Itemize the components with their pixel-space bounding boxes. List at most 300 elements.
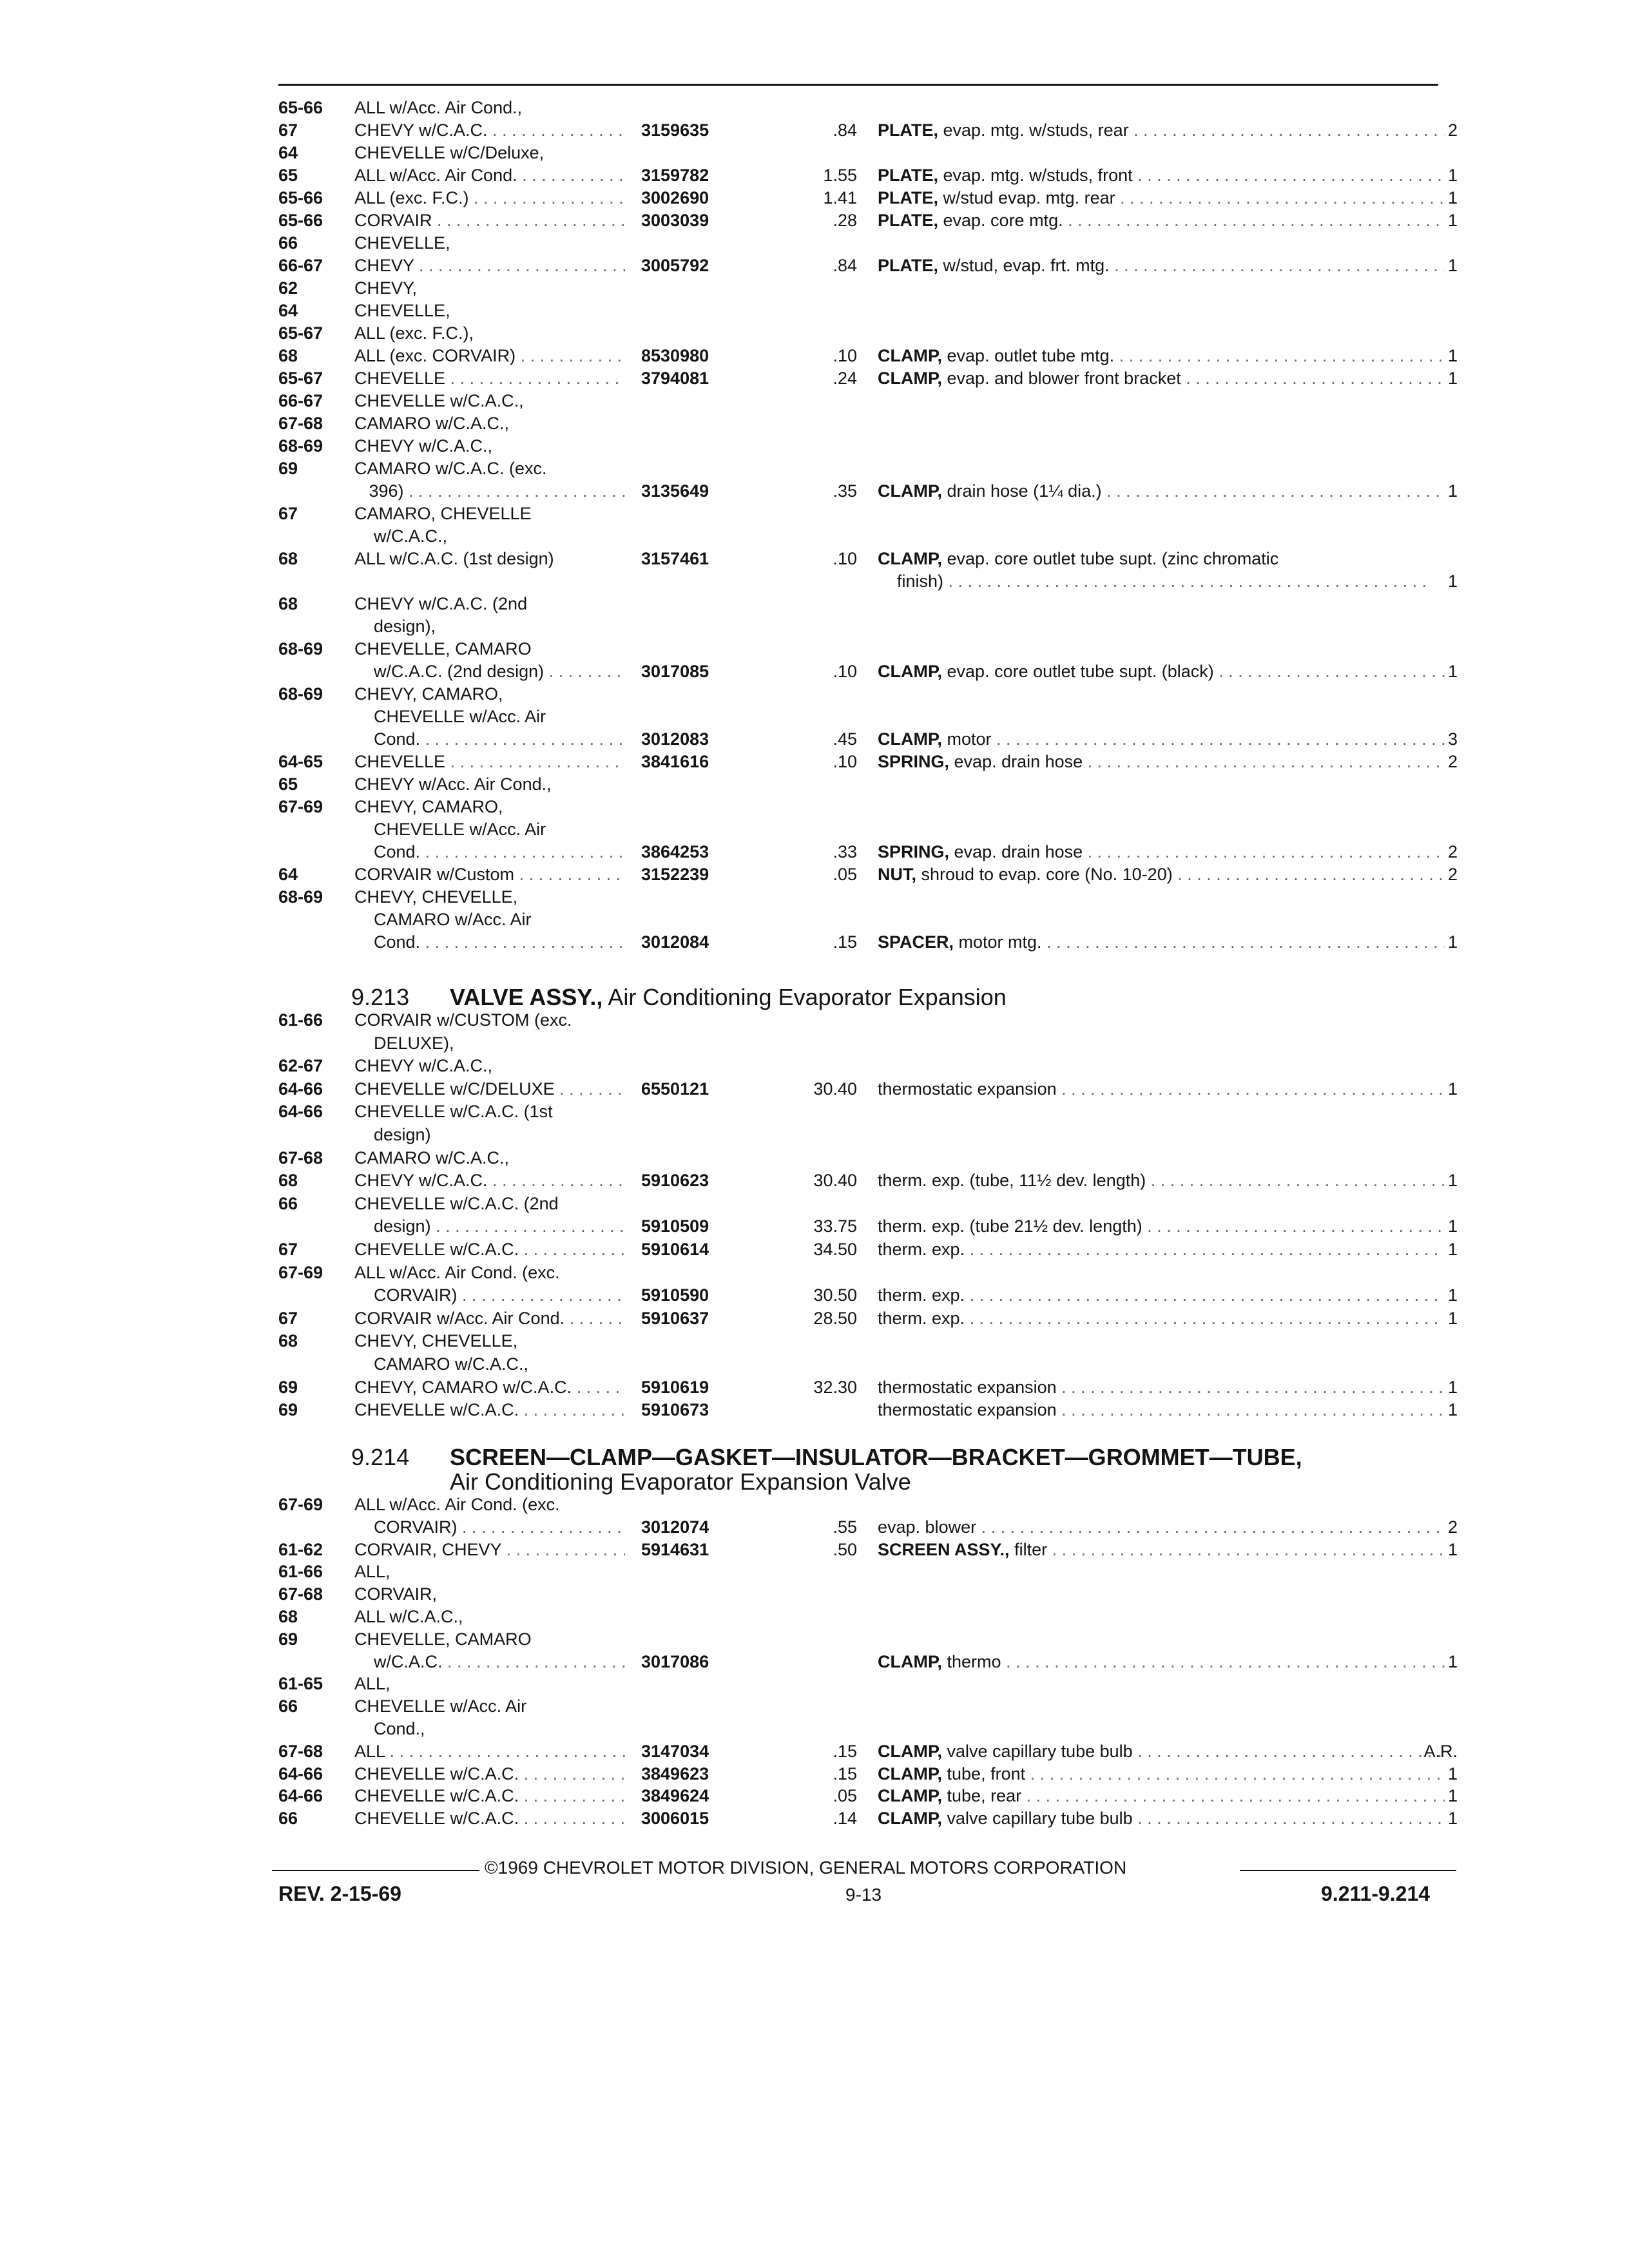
table-row [0,1763,1629,1785]
table-row [0,1376,1629,1398]
price-cell: .15 [833,932,857,952]
year-cell: 62 [278,278,298,298]
table-row [0,593,1629,615]
quantity-cell: 1 [1447,932,1458,952]
year-cell: 65 [278,774,298,794]
table-row [0,1078,1629,1100]
table-row [0,277,1629,299]
model-cell: ALL w/Acc. Air Cond. (exc. [354,1262,560,1282]
table-row [0,232,1629,254]
year-cell: 64-66 [278,1102,323,1122]
description-text: evap. core outlet tube supt. (black) [942,662,1214,681]
table-row [0,367,1629,389]
model-cell: CHEVY w/C.A.C. (2nd [354,594,528,613]
model-cell: ALL w/C.A.C., [354,1607,463,1626]
table-row [0,841,1629,863]
year-cell: 65-66 [278,98,323,117]
description-cell [878,1307,1445,1329]
model-cell: CHEVELLE w/C.A.C., [354,391,524,410]
part-number-cell: 5910619 [641,1377,709,1397]
price-cell: .33 [833,842,857,861]
model-cell: CHEVELLE w/C.A.C. . . . [354,1238,625,1260]
description-cell [878,1651,1445,1673]
description-noun: PLATE, [878,166,938,185]
description-noun: CLAMP, [878,729,943,749]
quantity-cell: 1 [1447,1539,1458,1559]
table-row [0,1583,1629,1605]
price-cell: .05 [833,1786,857,1806]
quantity-cell: 1 [1447,1377,1458,1397]
description-text: evap. and blower front bracket [942,369,1181,388]
year-cell: 69 [278,1629,298,1649]
model-cell: CHEVY, CAMARO, [354,684,503,704]
table-row [0,796,1629,818]
footer-page-number: 9-13 [845,1885,882,1905]
table-row [0,1740,1629,1762]
year-cell: 61-66 [278,1562,323,1582]
model-cell: CHEVELLE, CAMARO [354,1629,532,1649]
table-row [0,638,1629,660]
year-cell: 66 [278,233,298,253]
price-cell: .10 [833,662,857,681]
model-cell: CHEVY, CHEVELLE, [354,887,518,907]
table-row [0,728,1629,750]
price-cell: 1.55 [823,166,857,185]
year-cell: 66-67 [278,391,323,410]
year-cell: 67-69 [278,797,323,816]
year-cell: 65-67 [278,369,323,388]
table-row [0,525,1629,547]
model-cell: CHEVELLE w/C.A.C. . . . [354,1807,625,1829]
description-noun: PLATE, [878,188,938,207]
table-row [0,345,1629,367]
section-number: 9.214 [351,1444,410,1470]
table-row [0,886,1629,908]
table-row [0,1055,1629,1077]
quantity-cell: 2 [1447,865,1458,884]
model-cell: ALL (exc. F.C.) . . . [354,187,625,209]
year-cell: 68 [278,1607,298,1626]
table-row [0,1539,1629,1561]
year-cell: 64-66 [278,1786,323,1806]
quantity-cell: 1 [1447,166,1458,185]
table-row [0,1606,1629,1628]
model-cell: CHEVELLE w/C.A.C. . . . [354,1763,625,1785]
year-cell: 67-69 [278,1262,323,1282]
year-cell: 64-66 [278,1079,323,1099]
description-cell [878,728,1445,750]
table-row [0,570,1629,592]
price-cell: 30.50 [813,1285,857,1305]
description-noun: CLAMP, [878,1763,943,1783]
table-row [0,142,1629,164]
description-noun: CLAMP, [878,369,943,388]
year-cell: 67-69 [278,1495,323,1514]
table-row [0,931,1629,953]
table-row [0,1262,1629,1283]
description-noun: NUT, [878,865,916,884]
table-row [0,119,1629,141]
model-cell: 396) . . . [354,480,625,502]
quantity-cell: 1 [1447,1079,1458,1099]
year-cell: 64-66 [278,1763,323,1783]
description-text: drain hose (1¼ dia.) [942,481,1102,501]
description-cell [878,255,1445,276]
part-number-cell: 3841616 [641,752,709,771]
model-cell: CHEVELLE . . . [354,751,625,773]
description-cell [878,480,1445,502]
year-cell: 65-67 [278,323,323,343]
quantity-cell: 2 [1447,1517,1458,1537]
model-cell: CHEVY w/C.A.C. . . . [354,119,625,141]
description-cell [878,209,1445,231]
description-cell [878,1399,1445,1421]
description-text: evap. core mtg. [938,211,1063,230]
description-text: therm. exp. [878,1240,965,1259]
table-row [0,1215,1629,1237]
model-cell: CORVAIR, CHEVY . . . [354,1539,625,1561]
table-row [0,683,1629,705]
year-cell: 69 [278,1377,298,1397]
section-title: VALVE ASSY., Air Conditioning Evaporator Expansion [450,984,1007,1010]
description-noun: SCREEN ASSY., [878,1539,1010,1559]
description-cell [878,1740,1445,1762]
table-row [0,1399,1629,1421]
table-row [0,818,1629,840]
quantity-cell: 1 [1447,369,1458,388]
table-row [0,1807,1629,1829]
model-cell: Cond., [354,1719,425,1738]
quantity-cell: 1 [1447,211,1458,230]
table-row [0,1193,1629,1215]
model-cell: CORVAIR) . . . [354,1516,625,1538]
part-number-cell: 6550121 [641,1079,709,1099]
description-text: motor [942,729,992,749]
description-cell [878,751,1445,773]
model-cell: CHEVELLE w/C.A.C. . . . [354,1785,625,1807]
table-row [0,1695,1629,1717]
table-row [0,300,1629,322]
description-text: filter [1009,1539,1048,1559]
model-cell: ALL, [354,1674,390,1694]
price-cell: .15 [833,1763,857,1783]
part-number-cell: 3135649 [641,481,709,501]
year-cell: 67-68 [278,1584,323,1604]
part-number-cell: 3159782 [641,166,709,185]
quantity-cell: 1 [1447,1216,1458,1236]
quantity-cell: 1 [1447,481,1458,501]
description-text: shroud to evap. core (No. 10-20) [916,865,1173,884]
table-row [0,615,1629,637]
part-number-cell: 3012074 [641,1517,709,1537]
year-cell: 67 [278,1308,298,1328]
quantity-cell: 2 [1447,120,1458,140]
part-number-cell: 3017086 [641,1651,709,1671]
price-cell: 34.50 [813,1240,857,1259]
price-cell: .84 [833,256,857,275]
description-text: thermostatic expansion [878,1079,1057,1099]
description-cell [878,1284,1445,1306]
description-text: thermostatic expansion [878,1400,1057,1420]
price-cell: .14 [833,1809,857,1829]
table-row [0,773,1629,795]
table-row [0,1353,1629,1375]
quantity-cell: 1 [1447,1763,1458,1783]
description-cell [878,119,1445,141]
model-cell: CORVAIR w/Custom . . . [354,863,625,885]
description-text: evap. drain hose [949,752,1083,771]
quantity-cell: 1 [1447,256,1458,275]
model-cell: CAMARO, CHEVELLE [354,504,532,523]
table-row [0,548,1629,570]
quantity-cell: 1 [1447,1240,1458,1259]
table-row [0,706,1629,727]
year-cell: 64 [278,301,298,320]
quantity-cell: 1 [1447,1171,1458,1191]
quantity-cell: 1 [1447,1308,1458,1328]
table-row [0,412,1629,434]
year-cell: 68 [278,1331,298,1351]
year-cell: 68 [278,594,298,613]
model-cell: ALL w/Acc. Air Cond. (exc. [354,1495,560,1514]
model-cell: CHEVY w/C.A.C., [354,436,493,456]
model-cell: CHEVY . . . [354,255,625,276]
description-cell [878,1169,1445,1191]
year-cell: 65-66 [278,211,323,230]
table-row [0,1124,1629,1146]
model-cell: Cond. . . . [354,841,625,863]
part-number-cell: 3159635 [641,120,709,140]
model-cell: ALL (exc. CORVAIR) . . . [354,345,625,367]
quantity-cell: 1 [1447,1285,1458,1305]
section-title-line1: SCREEN—CLAMP—GASKET—INSULATOR—BRACKET—GROMMET—TUBE, [450,1444,1302,1470]
description-noun: PLATE, [878,211,938,230]
table-row [0,1238,1629,1260]
model-cell: design) [354,1125,431,1144]
model-cell: CHEVELLE w/C/DELUXE . . . [354,1078,625,1100]
year-cell: 61-65 [278,1674,323,1694]
year-cell: 67 [278,504,298,523]
quantity-cell: 2 [1447,842,1458,861]
year-cell: 69 [278,459,298,478]
model-cell: w/C.A.C. . . . [354,1651,625,1673]
year-cell: 65 [278,166,298,185]
table-row [0,457,1629,479]
year-cell: 69 [278,1400,298,1420]
table-row [0,1561,1629,1582]
description-noun: CLAMP, [878,1809,943,1829]
model-cell: CHEVY w/C.A.C., [354,1056,493,1076]
model-cell: Cond. . . . [354,931,625,953]
description-text: evap. drain hose [949,842,1083,861]
description-cell [878,187,1445,209]
year-cell: 67 [278,120,298,140]
year-cell: 61-62 [278,1539,323,1559]
price-cell: .10 [833,346,857,365]
model-cell: CHEVY, CAMARO, [354,797,503,816]
description-cell [878,1376,1445,1398]
table-row [0,390,1629,412]
model-cell: design) . . . [354,1215,625,1237]
year-cell: 65-66 [278,188,323,207]
description-cell [878,164,1445,186]
description-noun: CLAMP, [878,549,943,568]
description-cell [878,841,1445,863]
model-cell: CHEVELLE, CAMARO [354,639,532,658]
part-number-cell: 3794081 [641,369,709,388]
year-cell: 68-69 [278,639,323,658]
table-row [0,164,1629,186]
year-cell: 68-69 [278,436,323,456]
year-cell: 68 [278,549,298,568]
year-cell: 67-68 [278,414,323,433]
description-noun: CLAMP, [878,481,943,501]
description-cell [878,1078,1445,1100]
table-row [0,97,1629,119]
description-text: evap. blower [878,1517,977,1537]
part-number-cell: 3006015 [641,1809,709,1829]
part-number-cell: 3864253 [641,842,709,861]
price-cell: .35 [833,481,857,501]
model-cell: CHEVY w/C.A.C. . . . [354,1169,625,1191]
description-text: evap. mtg. w/studs, rear [938,120,1129,140]
quantity-cell: A.R. [1423,1741,1458,1761]
description-text: valve capillary tube bulb [942,1809,1133,1829]
description-noun: SPRING, [878,842,950,861]
quantity-cell: 1 [1447,346,1458,365]
year-cell: 68-69 [278,684,323,704]
model-cell: CAMARO w/C.A.C. (exc. [354,459,547,478]
footer-rule-left [272,1870,479,1871]
quantity-cell: 1 [1447,1786,1458,1806]
description-noun: SPRING, [878,752,950,771]
price-cell: 30.40 [813,1171,857,1191]
part-number-cell: 3012084 [641,932,709,952]
part-number-cell: 5910673 [641,1400,709,1420]
description-text: finish) [878,572,944,591]
table-row [0,1009,1629,1031]
model-cell: ALL w/Acc. Air Cond., [354,98,523,117]
model-cell: w/C.A.C., [354,526,448,546]
description-cell [878,931,1445,953]
table-row [0,863,1629,885]
model-cell: CHEVELLE w/Acc. Air [354,707,546,726]
price-cell: 32.30 [813,1377,857,1397]
year-cell: 66-67 [278,256,323,275]
description-cell [878,570,1445,592]
part-number-cell: 5914631 [641,1539,709,1559]
part-number-cell: 5910623 [641,1171,709,1191]
quantity-cell: 1 [1447,662,1458,681]
year-cell: 68 [278,346,298,365]
model-cell: CAMARO w/C.A.C., [354,1148,510,1168]
price-cell: 1.41 [823,188,857,207]
price-cell: .45 [833,729,857,749]
description-text: evap. outlet tube mtg. [942,346,1115,365]
model-cell: CAMARO w/Acc. Air [354,910,532,929]
description-cell [878,1807,1445,1829]
table-row [0,480,1629,502]
price-cell: .10 [833,752,857,771]
model-cell: CHEVELLE w/C/Deluxe, [354,143,545,162]
description-text: evap. core outlet tube supt. (zinc chromatic [942,549,1279,568]
description-text: thermostatic expansion [878,1377,1057,1397]
table-row [0,1651,1629,1673]
model-cell: CHEVELLE, [354,233,450,253]
description-text: thermo [942,1651,1001,1671]
description-text: evap. mtg. w/studs, front [938,166,1133,185]
model-cell: CHEVY, [354,278,418,298]
model-cell: CAMARO w/C.A.C., [354,414,510,433]
table-row [0,1284,1629,1306]
price-cell: .05 [833,865,857,884]
year-cell: 66 [278,1809,298,1829]
model-cell: design), [354,617,436,636]
year-cell: 64 [278,143,298,162]
description-text: therm. exp. [878,1308,965,1328]
quantity-cell: 1 [1447,1809,1458,1829]
part-number-cell: 8530980 [641,346,709,365]
part-number-cell: 3157461 [641,549,709,568]
description-noun: CLAMP, [878,662,943,681]
price-cell: 30.40 [813,1079,857,1099]
model-cell: ALL w/Acc. Air Cond. . . . [354,164,625,186]
description-cell [878,660,1445,682]
price-cell: .10 [833,549,857,568]
part-number-cell: 3012083 [641,729,709,749]
price-cell: 28.50 [813,1308,857,1328]
year-cell: 62-67 [278,1056,323,1076]
model-cell: ALL, [354,1562,390,1582]
footer-rule-right [1240,1870,1456,1871]
year-cell: 66 [278,1193,298,1213]
part-number-cell: 5910614 [641,1240,709,1259]
part-number-cell: 3005792 [641,256,709,275]
description-noun: SPACER, [878,932,954,952]
description-noun: CLAMP, [878,1651,943,1671]
model-cell: CHEVELLE w/Acc. Air [354,820,546,839]
section-title-line2: Air Conditioning Evaporator Expansion Valve [450,1468,911,1495]
model-cell: CHEVY w/Acc. Air Cond., [354,774,552,794]
year-cell: 61-66 [278,1010,323,1030]
price-cell: .15 [833,1741,857,1761]
model-cell: ALL w/C.A.C. (1st design) [354,549,554,568]
price-cell: .28 [833,211,857,230]
description-noun: CLAMP, [878,1786,943,1806]
model-cell: CAMARO w/C.A.C., [354,1354,529,1374]
description-cell [878,1763,1445,1785]
price-cell: .55 [833,1517,857,1537]
model-cell: CORVAIR, [354,1584,438,1604]
quantity-cell: 2 [1447,752,1458,771]
description-text: therm. exp. [878,1285,965,1305]
part-number-cell: 3849624 [641,1786,709,1806]
table-row [0,1673,1629,1695]
description-cell [878,1785,1445,1807]
table-row [0,1718,1629,1740]
part-number-cell: 3849623 [641,1763,709,1783]
year-cell: 67-68 [278,1148,323,1168]
description-cell [878,548,1445,570]
part-number-cell: 3147034 [641,1741,709,1761]
description-text: therm. exp. (tube 21½ dev. length) [878,1216,1142,1236]
year-cell: 66 [278,1696,298,1716]
description-noun: CLAMP, [878,1741,943,1761]
model-cell: w/C.A.C. (2nd design) . . . [354,660,625,682]
description-cell [878,345,1445,367]
quantity-cell: 1 [1447,1400,1458,1420]
table-row [0,660,1629,682]
